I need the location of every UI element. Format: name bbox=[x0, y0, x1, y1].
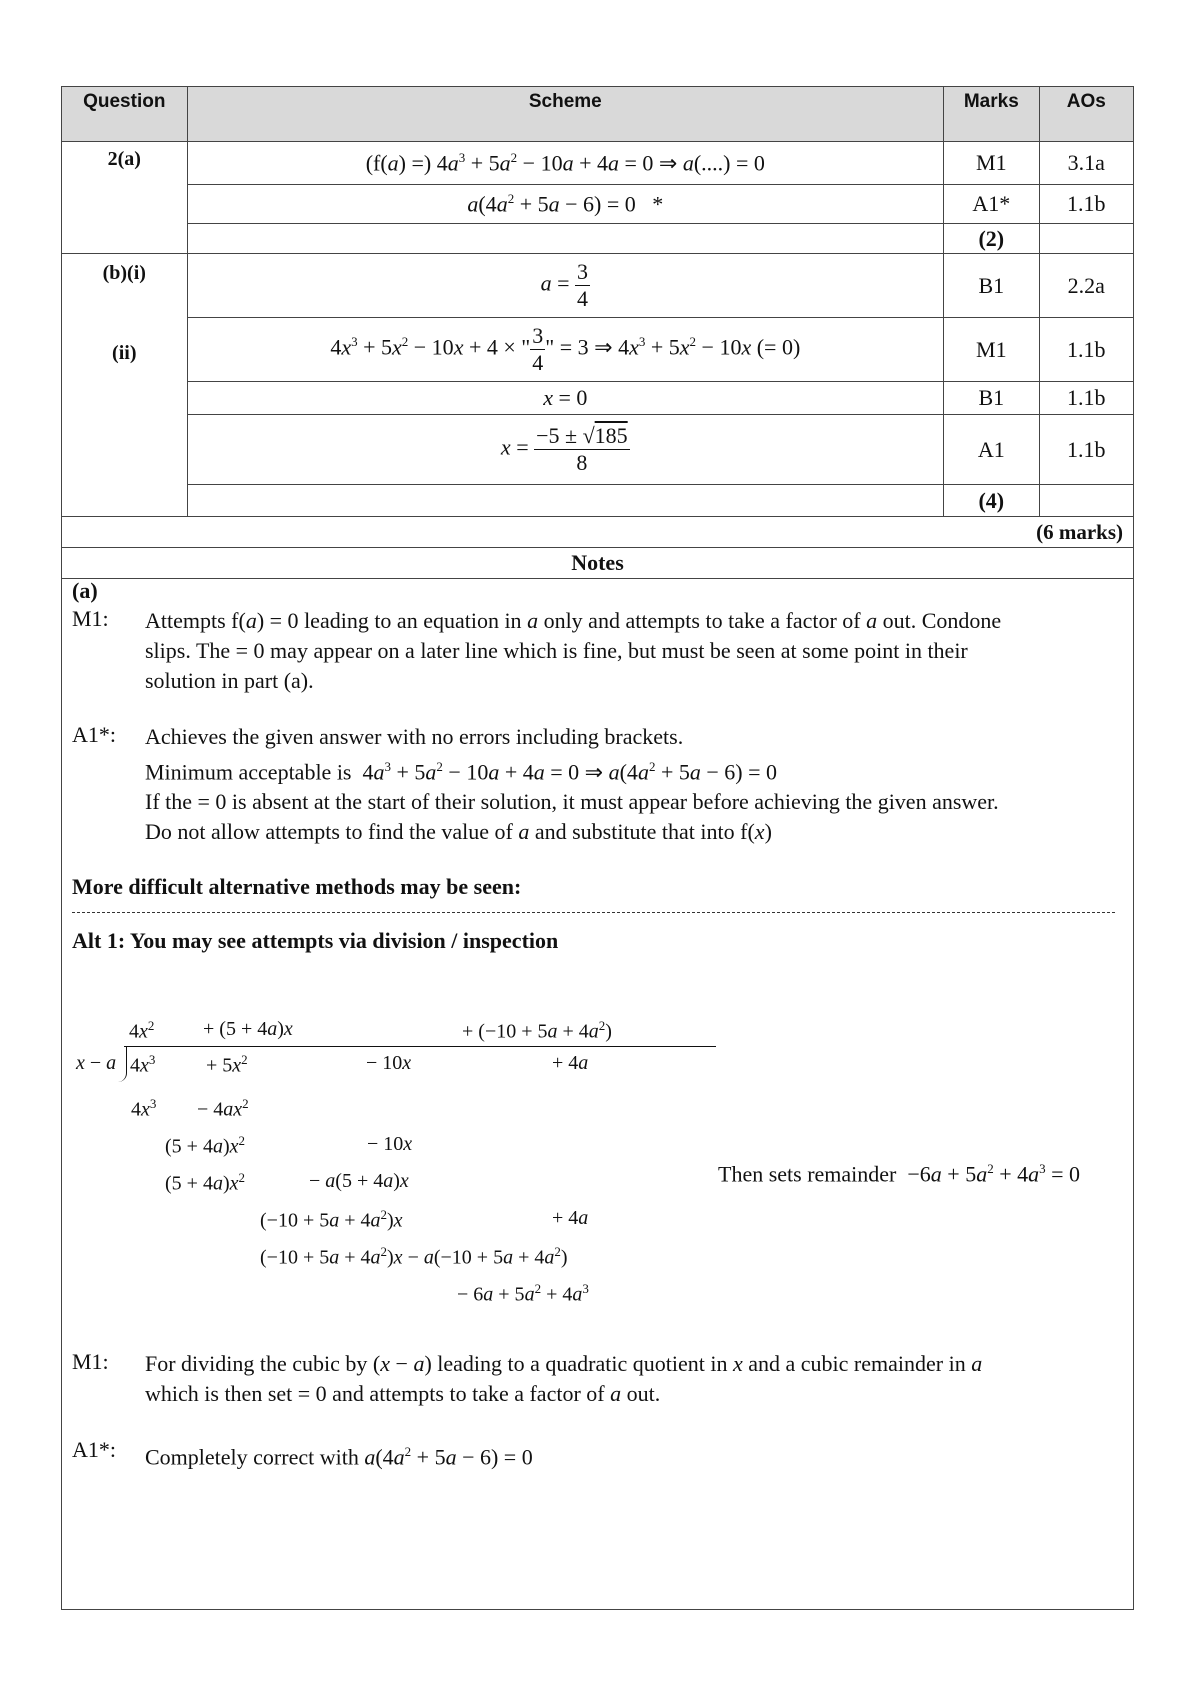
header-aos: AOs bbox=[1039, 87, 1133, 142]
alt-a1-note: Completely correct with $a(4a^2 + 5a - 6) = 0$ bbox=[145, 1444, 533, 1470]
ao-row-3 bbox=[1039, 224, 1133, 254]
mark-row-5: M1 bbox=[944, 318, 1040, 382]
alt-heading: More difficult alternative methods may be seen: bbox=[72, 874, 522, 899]
scheme-row-5: $4x^3 + 5x^2 - 10x + 4$ × " $\frac{3}{4}$ " = 3 ⇒ $4x^3 + 5x^2 - 10x$ (= 0) bbox=[187, 318, 944, 382]
mark-scheme-table bbox=[61, 86, 1134, 579]
mark-row-4: B1 bbox=[944, 254, 1040, 318]
ao-row-5: 1.1b bbox=[1039, 318, 1133, 382]
alt-m1-note: For dividing the cubic by (x − a) leading to a quadratic quotient in x and a cubic remainder in a which is then set = 0 and attempts to take a factor of a out. bbox=[145, 1351, 983, 1406]
mark-subtotal-a: (2) bbox=[944, 224, 1040, 254]
m1-label: M1: bbox=[72, 606, 109, 631]
scheme-row-7: x = $\frac{-5 \pm √185}{8}$ bbox=[187, 415, 944, 485]
notes-part-a: (a) bbox=[72, 578, 98, 603]
question-2bi: (b)(i) bbox=[102, 262, 146, 284]
scheme-row-4: a = $\frac{3}{4}$ bbox=[187, 254, 944, 318]
alt-m1-label: M1: bbox=[72, 1349, 109, 1374]
ao-row-2: 1.1b bbox=[1039, 185, 1133, 224]
scheme-row-8 bbox=[187, 485, 944, 517]
scheme-row-6: x = 0 bbox=[187, 382, 944, 415]
header-question: Question bbox=[62, 87, 188, 142]
question-2a: 2(a) bbox=[62, 142, 188, 254]
question-2b bbox=[62, 254, 188, 517]
alt-a1-label: A1*: bbox=[72, 1437, 116, 1462]
question-2bii: (ii) bbox=[112, 342, 137, 364]
header-scheme: Scheme bbox=[187, 87, 944, 142]
mark-subtotal-b: (4) bbox=[944, 485, 1040, 517]
ao-row-1: 3.1a bbox=[1039, 142, 1133, 185]
ao-row-6: 1.1b bbox=[1039, 382, 1133, 415]
ao-row-8 bbox=[1039, 485, 1133, 517]
mark-row-7: A1 bbox=[944, 415, 1040, 485]
scheme-row-3 bbox=[187, 224, 944, 254]
mark-row-6: B1 bbox=[944, 382, 1040, 415]
mark-row-2: A1* bbox=[944, 185, 1040, 224]
alt1-heading: Alt 1: You may see attempts via division / inspection bbox=[72, 928, 559, 953]
scheme-row-1: (f(a) =) $4a^3 + 5a^2 - 10a + 4a = 0$ ⇒ a(....) = 0 bbox=[187, 142, 944, 185]
a1-note: Achieves the given answer with no errors including brackets. Minimum acceptable is $4a^3 + 5a^2 - 10a + 4a = 0$ ⇒ $a(4a^2 + 5a - 6) = 0$ If the = 0 is absent at the start of their solution, it must appear before achieving the given answer. Do not allow attempts to find the value of a and substitute that into f(x) bbox=[145, 724, 999, 845]
ao-row-7: 1.1b bbox=[1039, 415, 1133, 485]
total-marks: (6 marks) bbox=[62, 517, 1134, 548]
scheme-row-2: $a(4a^2 + 5a - 6) = 0$ * bbox=[187, 185, 944, 224]
m1-note: Attempts f(a) = 0 leading to an equation in a only and attempts to take a factor of a out. Condone slips. The = 0 may appear on a later line which is fine, but must be seen at some point in their solution in part (a). bbox=[145, 608, 1002, 693]
mark-row-1: M1 bbox=[944, 142, 1040, 185]
a1-label: A1*: bbox=[72, 722, 116, 747]
ao-row-4: 2.2a bbox=[1039, 254, 1133, 318]
header-marks: Marks bbox=[944, 87, 1040, 142]
dashed-divider bbox=[72, 912, 1115, 913]
remainder-note: Then sets remainder $-6a + 5a^2 + 4a^3 = 0$ bbox=[718, 1161, 1081, 1187]
notes-title: Notes bbox=[62, 548, 1134, 579]
